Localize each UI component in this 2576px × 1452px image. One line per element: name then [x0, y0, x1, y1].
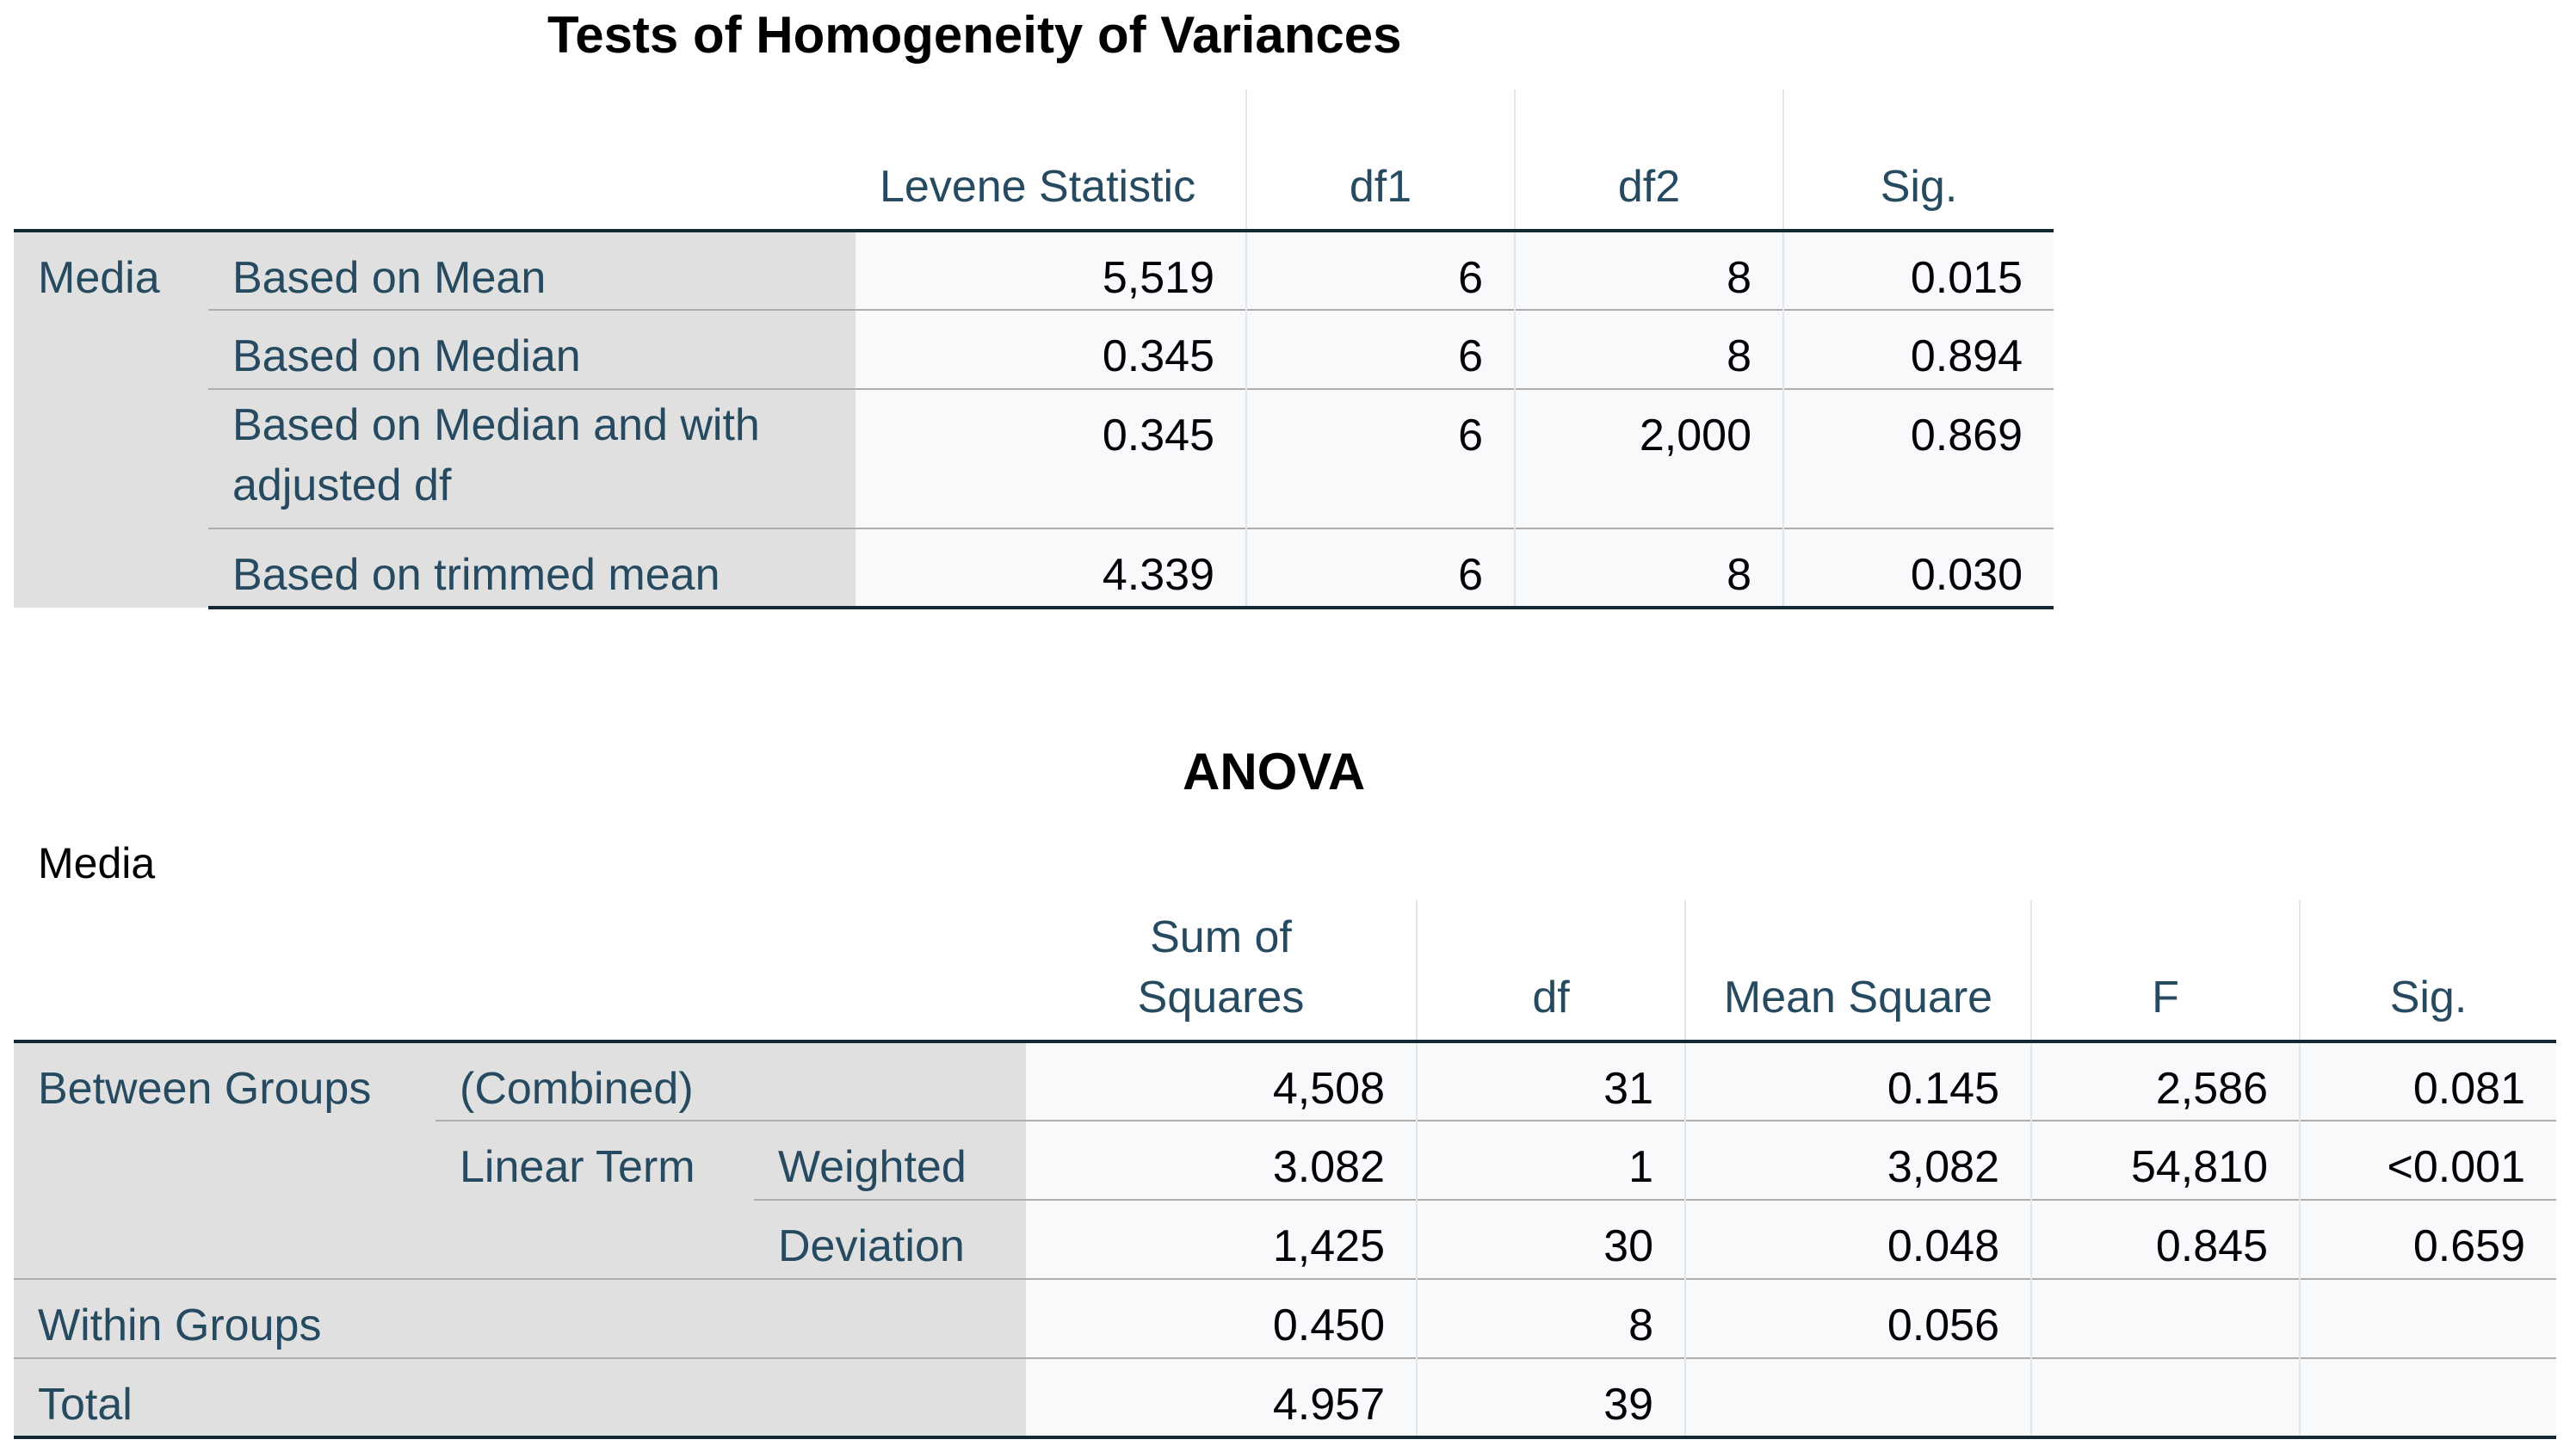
anova-df-cell: 30	[1417, 1200, 1685, 1279]
levene-df2-cell: 8	[1515, 231, 1783, 310]
anova-f-cell: 0.845	[2031, 1200, 2300, 1279]
levene-table	[14, 90, 2054, 609]
anova-f-cell	[2031, 1358, 2300, 1437]
levene-sig-cell: 0.894	[1783, 310, 2054, 389]
levene-row	[14, 310, 2054, 389]
anova-ms-cell	[1685, 1358, 2031, 1437]
anova-df-cell: 8	[1417, 1279, 1685, 1358]
levene-sig-cell: 0.015	[1783, 231, 2054, 310]
levene-stat-cell: 0.345	[856, 310, 1246, 389]
levene-group-label: Media	[14, 231, 208, 608]
levene-df1-cell: 6	[1246, 389, 1515, 528]
anova-header-row	[14, 900, 2556, 1041]
levene-row-label: Based on Mean	[208, 231, 856, 310]
levene-df1-cell: 6	[1246, 528, 1515, 608]
anova-ms-cell: 3,082	[1685, 1121, 2031, 1200]
anova-f-cell: 54,810	[2031, 1121, 2300, 1200]
anova-ss-cell: 4,508	[1026, 1041, 1417, 1121]
anova-f-cell: 2,586	[2031, 1041, 2300, 1121]
levene-row-label: Based on Median and with adjusted df	[208, 389, 856, 528]
anova-ss-cell: 0.450	[1026, 1279, 1417, 1358]
anova-table-title: ANOVA	[1183, 743, 1366, 800]
levene-sig-cell: 0.030	[1783, 528, 2054, 608]
levene-row	[14, 231, 2054, 310]
anova-sig-cell	[2300, 1358, 2556, 1437]
anova-sig-cell: <0.001	[2300, 1121, 2556, 1200]
anova-ms-cell: 0.056	[1685, 1279, 2031, 1358]
anova-sig-cell: 0.081	[2300, 1041, 2556, 1121]
levene-header-stat: Levene Statistic	[856, 90, 1246, 231]
anova-linear-term-label: Linear Term	[436, 1121, 754, 1279]
levene-sig-cell: 0.869	[1783, 389, 2054, 528]
anova-df-cell: 31	[1417, 1041, 1685, 1121]
levene-stat-cell: 4.339	[856, 528, 1246, 608]
anova-between-groups-label: Between Groups	[14, 1041, 436, 1279]
anova-row-combined	[14, 1041, 2556, 1121]
levene-df2-cell: 8	[1515, 310, 1783, 389]
anova-dependent-variable: Media	[38, 839, 156, 887]
anova-header-df: df	[1417, 900, 1685, 1041]
anova-ss-cell: 3.082	[1026, 1121, 1417, 1200]
anova-header-f: F	[2031, 900, 2300, 1041]
anova-ss-cell: 1,425	[1026, 1200, 1417, 1279]
levene-row-label: Based on trimmed mean	[208, 528, 856, 608]
anova-sig-cell: 0.659	[2300, 1200, 2556, 1279]
anova-ms-cell: 0.145	[1685, 1041, 2031, 1121]
anova-df-cell: 1	[1417, 1121, 1685, 1200]
levene-header-corner	[14, 90, 856, 231]
anova-weighted-label: Weighted	[754, 1121, 1026, 1200]
anova-within-groups-label: Within Groups	[14, 1279, 1026, 1358]
levene-row	[14, 389, 2054, 528]
levene-header-df1: df1	[1246, 90, 1515, 231]
anova-df-cell: 39	[1417, 1358, 1685, 1437]
levene-df2-cell: 8	[1515, 528, 1783, 608]
anova-header-ss: Sum of Squares	[1026, 900, 1417, 1041]
levene-df1-cell: 6	[1246, 310, 1515, 389]
anova-header-corner	[14, 900, 1026, 1041]
levene-df2-cell: 2,000	[1515, 389, 1783, 528]
levene-header-df2: df2	[1515, 90, 1783, 231]
levene-header-sig: Sig.	[1783, 90, 2054, 231]
anova-table	[14, 900, 2556, 1439]
levene-row	[14, 528, 2054, 608]
anova-sig-cell	[2300, 1279, 2556, 1358]
levene-row-label: Based on Median	[208, 310, 856, 389]
anova-f-cell	[2031, 1279, 2300, 1358]
levene-table-title: Tests of Homogeneity of Variances	[547, 6, 1402, 64]
levene-stat-cell: 5,519	[856, 231, 1246, 310]
anova-header-sig: Sig.	[2300, 900, 2556, 1041]
anova-header-ms: Mean Square	[1685, 900, 2031, 1041]
levene-df1-cell: 6	[1246, 231, 1515, 310]
anova-total-label: Total	[14, 1358, 1026, 1437]
anova-ss-cell: 4.957	[1026, 1358, 1417, 1437]
anova-row-total	[14, 1358, 2556, 1437]
levene-stat-cell: 0.345	[856, 389, 1246, 528]
anova-combined-label: (Combined)	[436, 1041, 1026, 1121]
anova-ms-cell: 0.048	[1685, 1200, 2031, 1279]
anova-deviation-label: Deviation	[754, 1200, 1026, 1279]
levene-header-row	[14, 90, 2054, 231]
anova-row-within	[14, 1279, 2556, 1358]
